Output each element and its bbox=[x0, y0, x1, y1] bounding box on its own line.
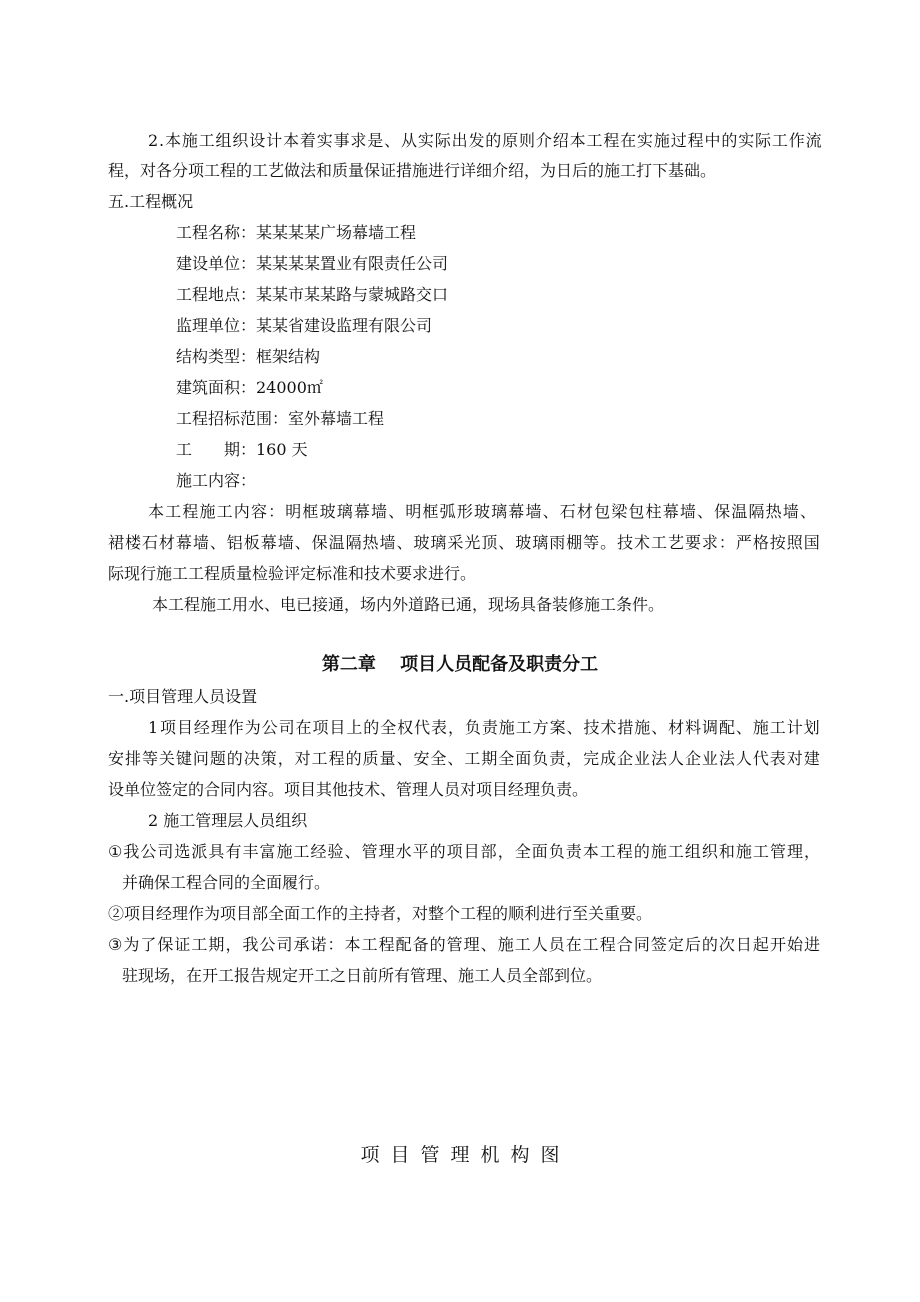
content-line-3: 际现行施工工程质量检验评定标准和技术要求进行。 bbox=[108, 564, 477, 583]
overview-item-content-label: 施工内容： bbox=[176, 471, 257, 490]
p1-line-1: 1 项 目 经 理 作 为 公 司 在 项 目 上 的 全 权 代 表 ， 负 责 施 工 方 案 、 技 术 措 施 、 材 料 调 配 、 施 工 计 划 bbox=[148, 718, 820, 737]
list-item-1-line-1: ① 我 公 司 选 派 具 有 丰 富 施 工 经 验 、 管 理 水 平 的 项 目 部 ， 全 面 负 责 本 工 程 的 施 工 组 织 和 施 工 管 理 ， bbox=[108, 842, 820, 861]
p2-title: 2 施工管理层人员组织 bbox=[148, 811, 308, 830]
overview-item-location: 工程地点：某某市某某路与蒙城路交口 bbox=[176, 285, 449, 304]
section-heading: 一.项目管理人员设置 bbox=[108, 687, 258, 706]
p1-line-3: 设单位签定的合同内容。项目其他技术、管理人员对项目经理负责。 bbox=[108, 780, 589, 799]
overview-item-duration: 工 期：160 天 bbox=[176, 440, 308, 459]
org-chart-title: 项目管理机构图 bbox=[360, 1144, 571, 1166]
list-item-3-line-2: 驻现场，在开工报告规定开工之日前所有管理、施工人员全部到位。 bbox=[122, 966, 603, 985]
intro-p2-line-1: 2 . 本 施 工 组 织 设 计 本 着 实 事 求 是 、 从 实 际 出 发 的 原 则 介 绍 本 工 程 在 实 施 过 程 中 的 实 际 工 作 流 bbox=[148, 131, 822, 150]
overview-item-owner: 建设单位：某某某某置业有限责任公司 bbox=[176, 254, 449, 273]
overview-item-supervisor: 监理单位：某某省建设监理有限公司 bbox=[176, 316, 433, 335]
list-item-1-line-2: 并确保工程合同的全面履行。 bbox=[122, 873, 331, 892]
content-line-1: 本 工 程 施 工 内 容 ： 明 框 玻 璃 幕 墙 、 明 框 弧 形 玻 璃 幕 墙 、 石 材 包 梁 包 柱 幕 墙 、 保 温 隔 热 墙 、 bbox=[148, 502, 816, 521]
overview-item-area: 建筑面积：24000㎡ bbox=[176, 378, 323, 397]
p1-line-2: 安 排 等 关 键 问 题 的 决 策 ， 对 工 程 的 质 量 、 安 全 、 工 期 全 面 负 责 ， 完 成 企 业 法 人 企 业 法 人 代 表 对 建 bbox=[108, 749, 820, 768]
list-item-3-line-1: ③ 为 了 保 证 工 期 ， 我 公 司 承 诺 ： 本 工 程 配 备 的 管 理 、 施 工 人 员 在 工 程 合 同 签 定 后 的 次 日 起 开 始 进 bbox=[108, 935, 820, 954]
utilities-paragraph: 本工程施工用水、电已接通，场内外道路已通，现场具备装修施工条件。 bbox=[152, 595, 665, 614]
content-line-2: 裙 楼 石 材 幕 墙 、 铝 板 幕 墙 、 保 温 隔 热 墙 、 玻 璃 采 光 顶 、 玻 璃 雨 棚 等 。 技 术 工 艺 要 求 ： 严 格 按 照 国 bbox=[108, 533, 820, 552]
overview-item-project-name: 工程名称：某某某某广场幕墙工程 bbox=[176, 223, 417, 242]
overview-heading: 五.工程概况 bbox=[108, 192, 194, 211]
chapter-title: 第二章 项目人员配备及职责分工 bbox=[321, 654, 599, 675]
intro-p2-line-2: 程，对各分项工程的工艺做法和质量保证措施进行详细介绍，为日后的施工打下基础。 bbox=[108, 161, 717, 180]
overview-item-structure: 结构类型：框架结构 bbox=[176, 347, 321, 366]
list-item-2: ②项目经理作为项目部全面工作的主持者，对整个工程的顺利进行至关重要。 bbox=[108, 904, 653, 923]
overview-item-scope: 工程招标范围：室外幕墙工程 bbox=[176, 409, 385, 428]
